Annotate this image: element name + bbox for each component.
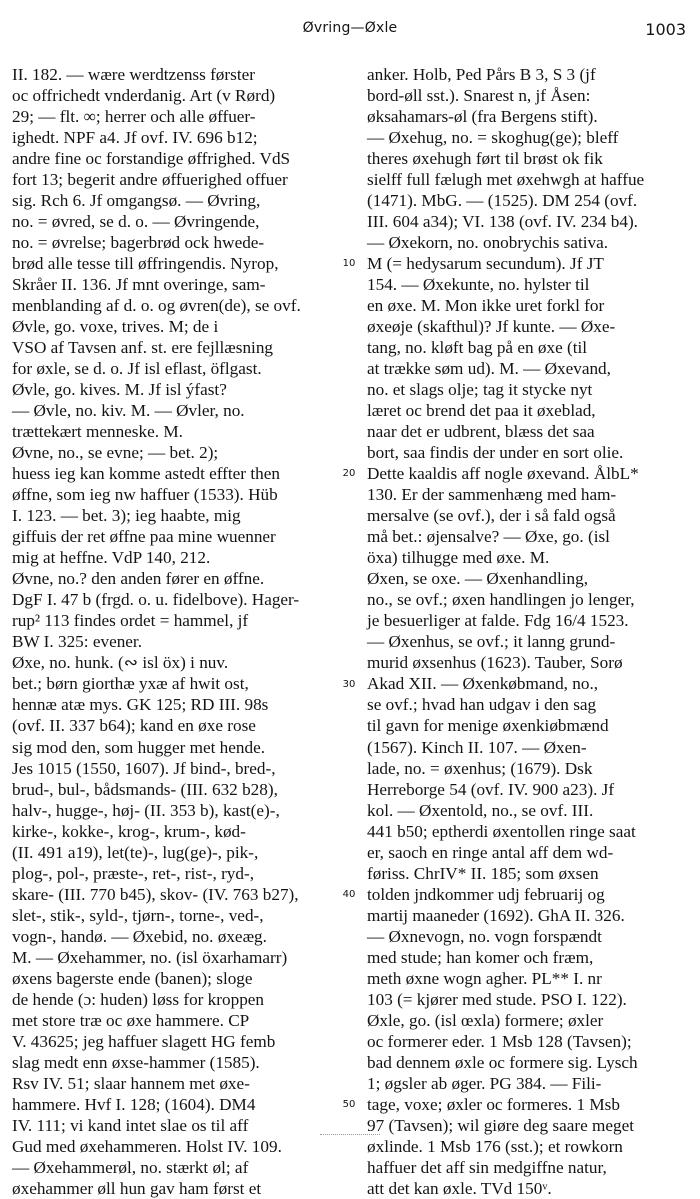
text-line: er, saoch en ringe antal aff dem wd- [367, 842, 614, 862]
text-line: (ovf. II. 337 b64); kand en øxe rose [12, 716, 256, 736]
text-line: II. 182. — wære werdtzenss førster [12, 65, 255, 84]
text-line: Rsv IV. 51; slaar hannem met øxe- [12, 1073, 250, 1093]
text-line: Akad XII. — Øxenkøbmand, no., [367, 674, 599, 694]
text-line: 130. Er der sammenhæng med ham- [367, 485, 617, 505]
text-line: Dette kaaldis aff nogle øxevand. ÅlbL* [367, 464, 639, 484]
text-line: anker. Holb, Ped Pårs B 3, S 3 (jf [367, 65, 596, 84]
line-number: 50 [342, 1099, 356, 1110]
text-line: VSO af Tavsen anf. st. ere fejllæsning [12, 338, 274, 358]
text-line: lade, no. = øxenhus; (1679). Dsk [367, 758, 593, 778]
footer-rule [320, 1134, 380, 1135]
right-column [367, 64, 685, 1199]
line-number: 40 [342, 888, 356, 900]
text-line: huess ieg kan komme astedt effter then [12, 464, 280, 484]
text-line: mersalve (se ovf.), der i så fald også [367, 506, 616, 526]
text-line: — Øxenhus, se ovf.; it lanng grund- [367, 632, 616, 652]
text-line: martij maaneder (1692). GhA II. 326. [367, 905, 625, 925]
text-line: met store træ oc øxe hammere. CP [12, 1010, 250, 1030]
text-line: bort, saa findis der under en sort olie. [367, 443, 624, 463]
text-line: IV. 111; vi kand intet slae os til aff [12, 1115, 249, 1135]
text-line: no., se ovf.; øxen handlingen jo lenger, [367, 590, 635, 610]
text-line: føriss. ChrIV* II. 185; som øxsen [367, 863, 599, 883]
text-line: I. 123. — bet. 3); ieg haabte, mig [12, 506, 241, 526]
running-title: Øvring—Øxle [302, 20, 398, 36]
text-line: andre fine oc forstandige øffrighed. VdS [12, 149, 291, 169]
text-line: plog-, pol-, præste-, ret-, rist-, ryd-, [12, 863, 255, 883]
text-line: sig. Rch 6. Jf omgangsø. — Øvring, [12, 191, 261, 211]
text-line: fort 13; begerit andre øffuerighed offuer [12, 170, 288, 190]
text-line: (II. 491 a19), let(te)-, lug(ge)-, pik-, [12, 842, 259, 862]
text-line: oc offrichedt vnderdanig. Art (v Rørd) [12, 86, 276, 106]
page-number: 1003 [645, 20, 686, 39]
text-line: no. = øvrelse; bagerbrød ock hwede- [12, 233, 265, 253]
text-line: M. — Øxehammer, no. (isl öxarhamarr) [12, 947, 288, 967]
text-line: — Øxehug, no. = skoghug(ge); bleff [367, 128, 619, 148]
text-line: med stude; han komer och fræm, [367, 947, 594, 967]
text-line: 97 (Tavsen); wil giøre deg saare meget [367, 1115, 635, 1135]
text-line: murid øxsenhus (1623). Tauber, Sorø [367, 653, 623, 673]
text-line: øxlinde. 1 Msb 176 (sst.); et rowkorn [367, 1136, 623, 1156]
text-line: brød alle tesse till øffringendis. Nyrop, [12, 254, 279, 274]
text-line: kirke-, kokke-, krog-, krum-, kød- [12, 821, 246, 841]
text-line: Øvle, go. voxe, trives. M; de i [12, 317, 219, 337]
text-line: BW I. 325: evener. [12, 632, 142, 652]
text-line: Gud med øxehammeren. Holst IV. 109. [12, 1136, 282, 1156]
line-number: 30 [342, 678, 356, 690]
text-line: hammere. Hvf I. 128; (1604). DM4 [12, 1094, 256, 1114]
line-number: 10 [342, 258, 356, 270]
text-line: giffuis der ret øffne paa mine wuenner [12, 527, 276, 547]
page-header [0, 12, 700, 56]
text-line: Øvne, no.? den anden fører en øffne. [12, 569, 265, 589]
text-line: oc formerer eder. 1 Msb 128 (Tavsen); [367, 1031, 632, 1051]
line-number: 20 [342, 468, 356, 480]
text-line: — Øxnevogn, no. vogn forspændt [367, 926, 602, 946]
text-line: — Øvle, no. kiv. M. — Øvler, no. [12, 401, 245, 421]
text-line: naar det er udbrent, blæss det saa [367, 422, 595, 442]
left-column [12, 64, 330, 1199]
text-line: øxeøje (skafthul)? Jf kunte. — Øxe- [367, 317, 616, 337]
text-line: kol. — Øxentold, no., se ovf. III. [367, 800, 594, 820]
text-line: vogn-, handø. — Øxebid, no. øxeæg. [12, 926, 267, 946]
text-line: (1471). MbG. — (1525). DM 254 (ovf. [367, 191, 638, 211]
text-line: — Øxekorn, no. onobrychis sativa. [367, 233, 609, 253]
text-line: Øvne, no., se evne; — bet. 2); [12, 443, 219, 463]
text-line: (1567). Kinch II. 107. — Øxen- [367, 737, 587, 757]
text-line: meth øxne wogn agher. PL** I. nr [367, 968, 602, 988]
text-line: mig at heffne. VdP 140, 212. [12, 548, 211, 568]
text-line: brud-, bul-, bådsmands- (III. 632 b28), [12, 779, 278, 799]
text-line: V. 43625; jeg haffuer slagett HG femb [12, 1031, 276, 1051]
text-line: øxehammer øll hun gav ham først et [12, 1178, 262, 1198]
text-line: 103 (= kjører med stude. PSO I. 122). [367, 989, 627, 1009]
text-line: theres øxehugh ført til brøst ok fik [367, 149, 603, 169]
text-line: slet-, stik-, syld-, tjørn-, torne-, ved-, [12, 905, 264, 925]
text-line: må bet.: øjensalve? — Øxe, go. (isl [367, 527, 610, 547]
text-line: Øxle, go. (isl œxla) formere; øxler [367, 1010, 604, 1030]
text-line: Herreborge 54 (ovf. IV. 900 a23). Jf [367, 779, 615, 799]
text-line: tage, voxe; øxler oc formeres. 1 Msb [367, 1094, 620, 1114]
text-line: bord-øll sst.). Snarest n, jf Åsen: [367, 86, 591, 106]
text-line: for øxle, se d. o. Jf isl eflast, öflgast. [12, 359, 262, 379]
text-line: bad dennem øxle oc formere sig. Lysch [367, 1052, 638, 1072]
text-line: menblanding af d. o. og øvren(de), se ovf. [12, 296, 301, 316]
text-line: rup² 113 findes ordet = hammel, jf [12, 611, 249, 631]
text-line: sig mod den, som hugger met hende. [12, 737, 265, 757]
text-line: se ovf.; hvad han udgav i den sag [367, 695, 597, 715]
text-line: 441 b50; eptherdi øxentollen ringe saat [367, 821, 636, 841]
text-line: slag medt enn øxse-hammer (1585). [12, 1052, 260, 1072]
text-line: no. = øvred, se d. o. — Øvringende, [12, 212, 260, 232]
text-line: DgF I. 47 b (frgd. o. u. fidelbove). Hager- [12, 590, 300, 610]
text-line: at trække søm ud). M. — Øxevand, [367, 359, 611, 379]
text-line: til gavn for menige øxenkiøbmænd [367, 716, 609, 736]
text-line: øxens bagerste ende (banen); sloge [12, 968, 253, 988]
text-line: 1; øgsler ab øger. PG 384. — Fili- [367, 1073, 602, 1093]
text-line: Skråer II. 136. Jf mnt overinge, sam- [12, 275, 266, 295]
text-line: halv-, hugge-, høj- (II. 353 b), kast(e)-, [12, 800, 280, 820]
text-line: — Øxehammerøl, no. stærkt øl; af [12, 1157, 249, 1177]
text-line: læret oc brend det paa it øxeblad, [367, 401, 596, 421]
text-line: 29; — flt. ∞; herrer och alle øffuer- [12, 107, 256, 127]
text-line: øksahamars-øl (fra Bergens stift). [367, 107, 598, 127]
text-line: øffne, som ieg nw haffuer (1533). Hüb [12, 485, 278, 505]
text-line: skare- (III. 770 b45), skov- (IV. 763 b27), [12, 884, 299, 904]
text-line: ighedt. NPF a4. Jf ovf. IV. 696 b12; [12, 128, 258, 148]
text-line: Øvle, go. kives. M. Jf isl ýfast? [12, 380, 227, 400]
text-line: III. 604 a34); VI. 138 (ovf. IV. 234 b4). [367, 212, 638, 232]
text-line: Jes 1015 (1550, 1607). Jf bind-, bred-, [12, 758, 276, 778]
text-line: haffuer det aff sin medgiffne natur, [367, 1157, 607, 1177]
text-line: att det kan øxle. TVd 150ᵛ. [367, 1178, 552, 1198]
text-line: Øxe, no. hunk. (∾ isl öx) i nuv. [12, 653, 229, 673]
text-line: en øxe. M. Mon ikke uret forkl for [367, 296, 605, 316]
text-line: tolden jndkommer udj februarij og [367, 884, 605, 904]
text-line: tang, no. kløft bag på en øxe (til [367, 338, 588, 358]
text-line: bet.; børn giorthæ yxæ af hwit ost, [12, 674, 249, 694]
text-line: hennæ atæ mys. GK 125; RD III. 98s [12, 695, 269, 715]
text-line: no. et slags olje; tag it stycke nyt [367, 380, 593, 400]
text-line: je besuerliger at falde. Fdg 16/4 1523. [367, 611, 629, 631]
text-line: trættekært menneske. M. [12, 422, 183, 442]
text-line: Øxen, se oxe. — Øxenhandling, [367, 569, 589, 589]
text-line: öxa) tilhugge med øxe. M. [367, 548, 550, 568]
text-line: 154. — Øxekunte, no. hylster til [367, 275, 590, 295]
text-line: de hende (ɔ: huden) løss for kroppen [12, 989, 265, 1009]
text-line: sielff full fælugh met øxehwgh at haffue [367, 170, 645, 190]
text-line: M (= hedysarum secundum). Jf JT [367, 254, 604, 274]
